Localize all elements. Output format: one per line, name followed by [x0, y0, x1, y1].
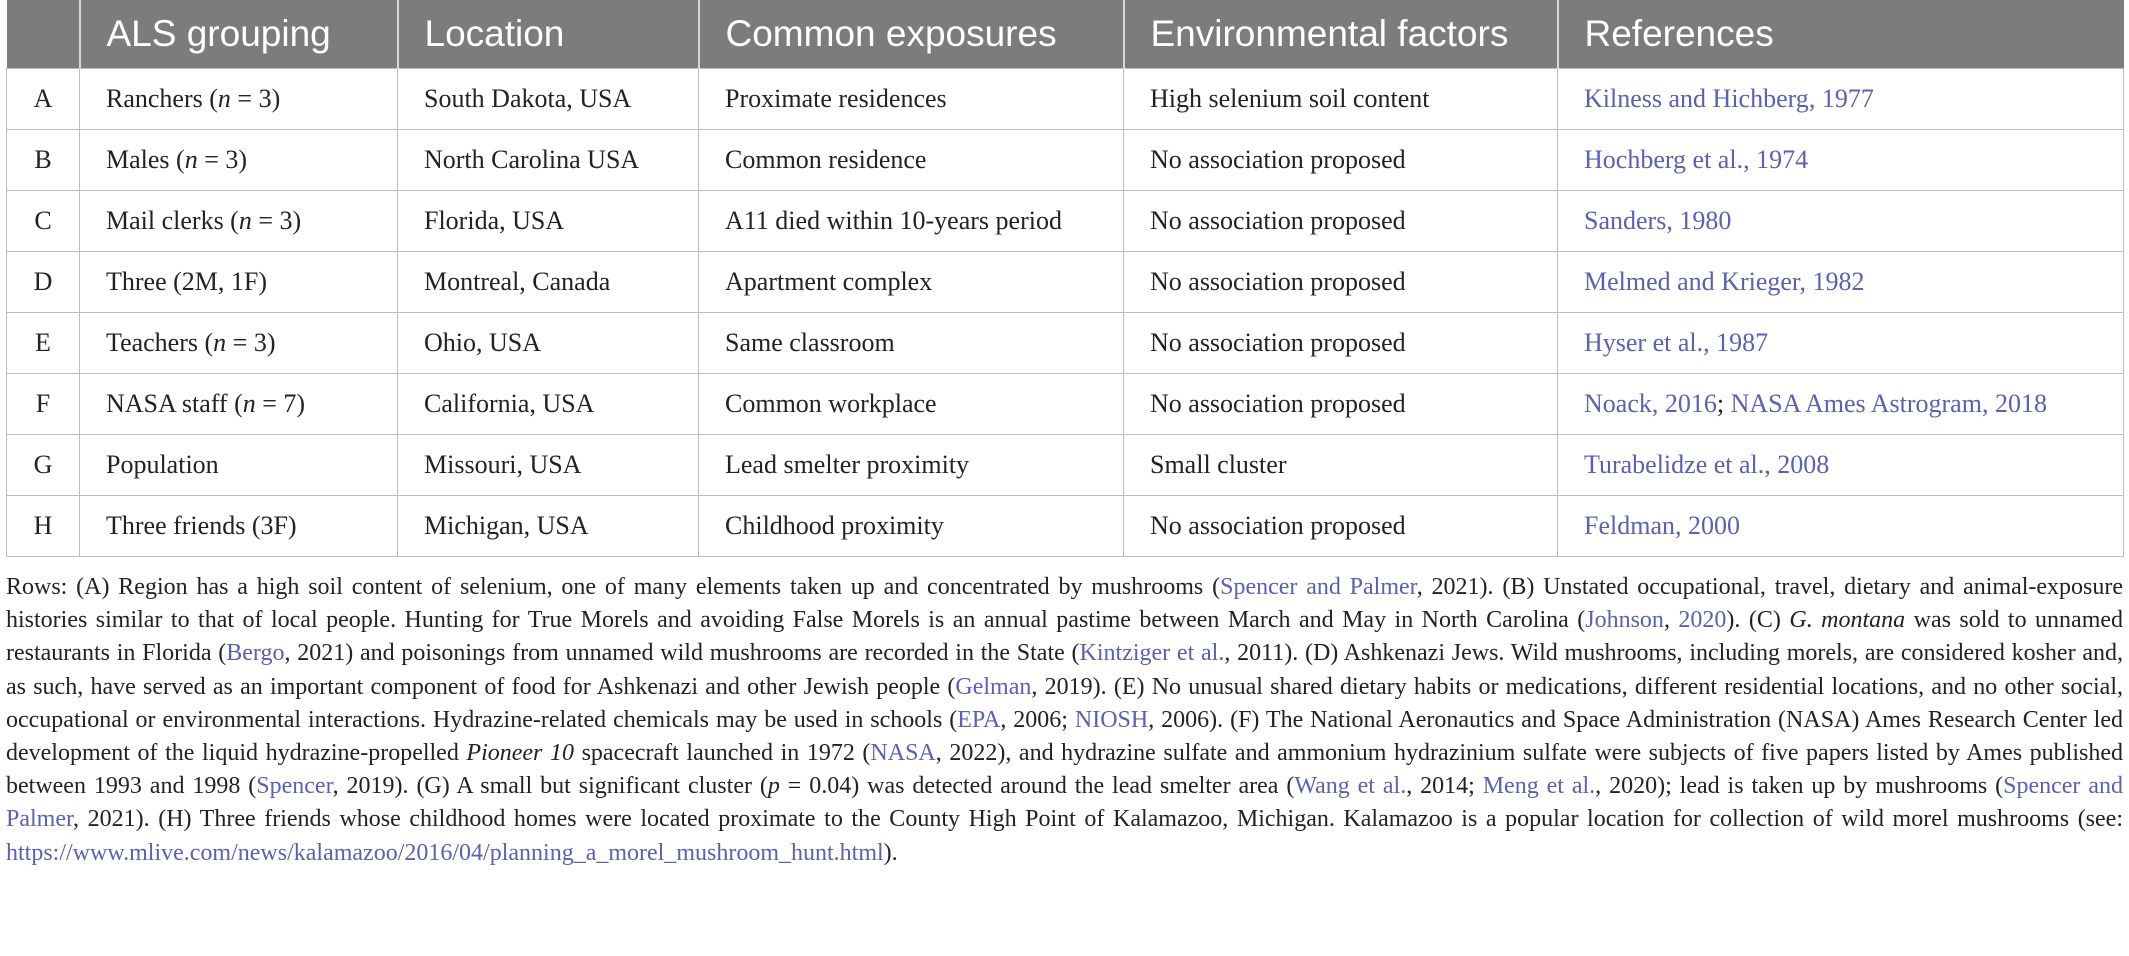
footnote-text: ). (E) No unusual shared dietary habits or medications, different residential locations, and no other social, occupational or environmental interactions. Hydrazine-related chemicals may be used in schools ( [6, 673, 2123, 733]
reference-link[interactable]: Feldman [1584, 511, 1675, 540]
document [6, 0, 2123, 870]
footnote-text: ). (G) A small but significant cluster ( [394, 773, 768, 800]
references-cell [1558, 69, 2124, 130]
grouping-count: = 3) [251, 206, 302, 235]
als-grouping-cell [80, 496, 398, 557]
location-cell: Michigan, USA [398, 496, 699, 557]
footnote-text: , 2006 [1148, 706, 1210, 733]
citation-link[interactable]: Johnson [1585, 607, 1664, 634]
footnote-text: , [1663, 607, 1679, 634]
table-footnote [6, 571, 2123, 870]
location-cell: Florida, USA [398, 191, 699, 252]
footnote-text: ), and hydrazine sulfate and ammonium hydrazinium sulfate were subjects of five papers listed by Ames published between 1993 and 1998 ( [6, 740, 2123, 800]
reference-link[interactable]: Melmed and Krieger [1584, 267, 1800, 296]
citation-link[interactable]: NIOSH [1074, 706, 1149, 733]
footnote-text: ); lead is taken up by mushrooms ( [1657, 773, 2004, 800]
environmental-factors-cell: No association proposed [1124, 130, 1558, 191]
grouping-n-symbol: n [217, 84, 231, 113]
row-id-cell: H [7, 496, 80, 557]
reference-link[interactable]: Hyser et al. [1584, 328, 1704, 357]
footnote-text: Rows: (A) Region has a high soil content of selenium, one of many elements taken up and concentrated by mushrooms ( [6, 574, 1221, 600]
reference-link[interactable]: NASA Ames Astrogram [1730, 389, 1982, 418]
footnote-text: ). (F) The National Aeronautics and Space Administration (NASA) Ames Research Center led development of the liquid hydrazine-propelled [6, 706, 2123, 767]
location-cell: Missouri, USA [398, 435, 699, 496]
references-cell [1558, 130, 2124, 191]
als-grouping-cell [80, 313, 398, 374]
footnote-text: , 2019 [332, 773, 395, 800]
table-row [7, 191, 2124, 252]
table-row [7, 252, 2124, 313]
location-cell: Ohio, USA [398, 313, 699, 374]
footnote-text: ). (C) [1726, 607, 1790, 634]
reference-link[interactable]: Turabelidze et al. [1584, 450, 1765, 479]
footnote-text: ). (H) Three friends whose childhood homes were located proximate to the County High Point of Kalamazoo, Michigan. Kalamazoo is a popular location for collection of wild morel mushrooms (see: [135, 806, 2123, 833]
header-cell-environmental-factors: Environmental factors [1124, 0, 1558, 69]
reference-link[interactable]: , 2018 [1981, 389, 2047, 418]
footnote-text: ). [883, 839, 898, 866]
table-row [7, 374, 2124, 435]
citation-link[interactable]: 2020 [1678, 607, 1727, 634]
grouping-text: Three (2M, 1F) [106, 267, 268, 296]
als-grouping-cell [80, 252, 398, 313]
row-id-cell: E [7, 313, 80, 374]
common-exposures-cell: Childhood proximity [699, 496, 1124, 557]
table-row [7, 435, 2124, 496]
header-cell-als-grouping: ALS grouping [80, 0, 398, 69]
reference-link[interactable]: , 1982 [1799, 267, 1865, 296]
references-cell [1558, 435, 2124, 496]
reference-link[interactable]: Hochberg et al. [1584, 145, 1744, 174]
grouping-count: = 7) [255, 389, 306, 418]
footnote-text: , 2021 [73, 806, 136, 833]
grouping-count: = 3) [197, 145, 248, 174]
als-grouping-cell [80, 69, 398, 130]
header-cell-row-id [7, 0, 80, 69]
grouping-text: Teachers ( [106, 328, 214, 357]
footnote-text: spacecraft launched in 1972 ( [573, 740, 871, 767]
environmental-factors-cell: High selenium soil content [1124, 69, 1558, 130]
environmental-factors-cell: No association proposed [1124, 252, 1558, 313]
row-id-cell: D [7, 252, 80, 313]
common-exposures-cell: Proximate residences [699, 69, 1124, 130]
environmental-factors-cell: No association proposed [1124, 374, 1558, 435]
footnote-text: , 2019 [1031, 673, 1093, 700]
footnote-text: ). (B) Unstated occupational, travel, dietary and animal-exposure histories similar to that of local people. Hunting for True Morels and avoiding False Morels is an annual pastime between March and May in North Carolina ( [6, 574, 2124, 634]
location-cell: Montreal, Canada [398, 252, 699, 313]
common-exposures-cell: A11 died within 10-years period [699, 191, 1124, 252]
citation-link[interactable]: Kintziger et al. [1079, 640, 1225, 667]
footnote-text: , 2021 [284, 640, 346, 667]
citation-link[interactable]: Meng et al. [1482, 773, 1596, 800]
footnote-text: ) and poisonings from unnamed wild mushrooms are recorded in the State ( [345, 640, 1080, 667]
grouping-text: Three friends (3F) [106, 511, 297, 540]
grouping-n-symbol: n [184, 145, 198, 174]
reference-link[interactable]: , 2016 [1651, 389, 1717, 418]
footnote-text: = 0.04) was detected around the lead smelter area ( [779, 773, 1295, 800]
footnote-text: , 2006; [1000, 706, 1075, 733]
common-exposures-cell: Common residence [699, 130, 1124, 191]
footnote-text: , 2011 [1224, 640, 1285, 667]
reference-link[interactable]: , 2008 [1764, 450, 1830, 479]
location-cell: North Carolina USA [398, 130, 699, 191]
reference-link[interactable]: , 1980 [1666, 206, 1732, 235]
citation-link[interactable]: Gelman [955, 673, 1032, 700]
row-id-cell: B [7, 130, 80, 191]
als-grouping-cell [80, 191, 398, 252]
reference-link[interactable]: , 2000 [1675, 511, 1740, 540]
citation-link[interactable]: https://www.mlive.com/news/kalamazoo/2016/04/planning_a_morel_mushroom_hunt.html [6, 839, 884, 866]
footnote-text: , 2020 [1595, 773, 1658, 800]
common-exposures-cell: Same classroom [699, 313, 1124, 374]
reference-link[interactable]: Noack [1584, 389, 1652, 418]
reference-separator: ; [1716, 389, 1731, 418]
reference-link[interactable]: , 1974 [1743, 145, 1809, 174]
environmental-factors-cell: No association proposed [1124, 191, 1558, 252]
italic-term: G. montana [1789, 607, 1906, 634]
citation-link[interactable]: Wang et al. [1294, 773, 1407, 800]
common-exposures-cell: Lead smelter proximity [699, 435, 1124, 496]
als-cluster-table [6, 0, 2124, 557]
reference-link[interactable]: Sanders [1584, 206, 1667, 235]
references-cell [1558, 252, 2124, 313]
italic-term: Pioneer 10 [466, 740, 574, 767]
header-cell-references: References [1558, 0, 2124, 69]
citation-link[interactable]: NASA [870, 740, 936, 767]
grouping-text: Population [106, 450, 219, 479]
grouping-text: NASA staff ( [106, 389, 243, 418]
grouping-text: Males ( [106, 145, 185, 174]
references-cell [1558, 191, 2124, 252]
footnote-text: , 2021 [1416, 574, 1480, 600]
table-header-row [7, 0, 2124, 69]
environmental-factors-cell: Small cluster [1124, 435, 1558, 496]
footnote-text: , 2014; [1406, 773, 1483, 800]
footnote-text: , 2022 [935, 740, 998, 767]
references-cell [1558, 313, 2124, 374]
location-cell: South Dakota, USA [398, 69, 699, 130]
grouping-n-symbol: n [242, 389, 256, 418]
als-grouping-cell [80, 374, 398, 435]
row-id-cell: A [7, 69, 80, 130]
table-row [7, 69, 2124, 130]
grouping-count: = 3) [230, 84, 281, 113]
citation-link[interactable]: Spencer and Palmer [1220, 574, 1417, 600]
table-row [7, 496, 2124, 557]
row-id-cell: C [7, 191, 80, 252]
grouping-n-symbol: n [238, 206, 252, 235]
header-cell-common-exposures: Common exposures [699, 0, 1124, 69]
citation-link[interactable]: Spencer [256, 773, 333, 800]
environmental-factors-cell: No association proposed [1124, 313, 1558, 374]
als-grouping-cell [80, 130, 398, 191]
common-exposures-cell: Apartment complex [699, 252, 1124, 313]
environmental-factors-cell: No association proposed [1124, 496, 1558, 557]
reference-link[interactable]: , 1987 [1703, 328, 1769, 357]
row-id-cell: F [7, 374, 80, 435]
citation-link[interactable]: Bergo [226, 640, 285, 667]
row-id-cell: G [7, 435, 80, 496]
grouping-text: Ranchers ( [106, 84, 218, 113]
als-grouping-cell [80, 435, 398, 496]
italic-term: p [767, 773, 780, 800]
table-row [7, 313, 2124, 374]
grouping-count: = 3) [226, 328, 276, 357]
footnote-text: was sold to unnamed restaurants in Florida ( [6, 607, 2124, 667]
common-exposures-cell: Common workplace [699, 374, 1124, 435]
location-cell: California, USA [398, 374, 699, 435]
citation-link[interactable]: EPA [957, 706, 1001, 733]
references-cell [1558, 496, 2124, 557]
footnote-text: ). (D) Ashkenazi Jews. Wild mushrooms, including morels, are considered kosher and, as such, have served as an important component of food for Ashkenazi and other Jewish people ( [6, 640, 2123, 700]
references-cell [1558, 374, 2124, 435]
grouping-n-symbol: n [213, 328, 227, 357]
reference-link[interactable]: Kilness and Hichberg [1584, 84, 1809, 113]
header-cell-location: Location [398, 0, 699, 69]
grouping-text: Mail clerks ( [106, 206, 239, 235]
table-row [7, 130, 2124, 191]
citation-link[interactable]: Spencer and Palmer [6, 773, 2123, 833]
table-body [7, 69, 2124, 557]
reference-link[interactable]: , 1977 [1808, 84, 1874, 113]
